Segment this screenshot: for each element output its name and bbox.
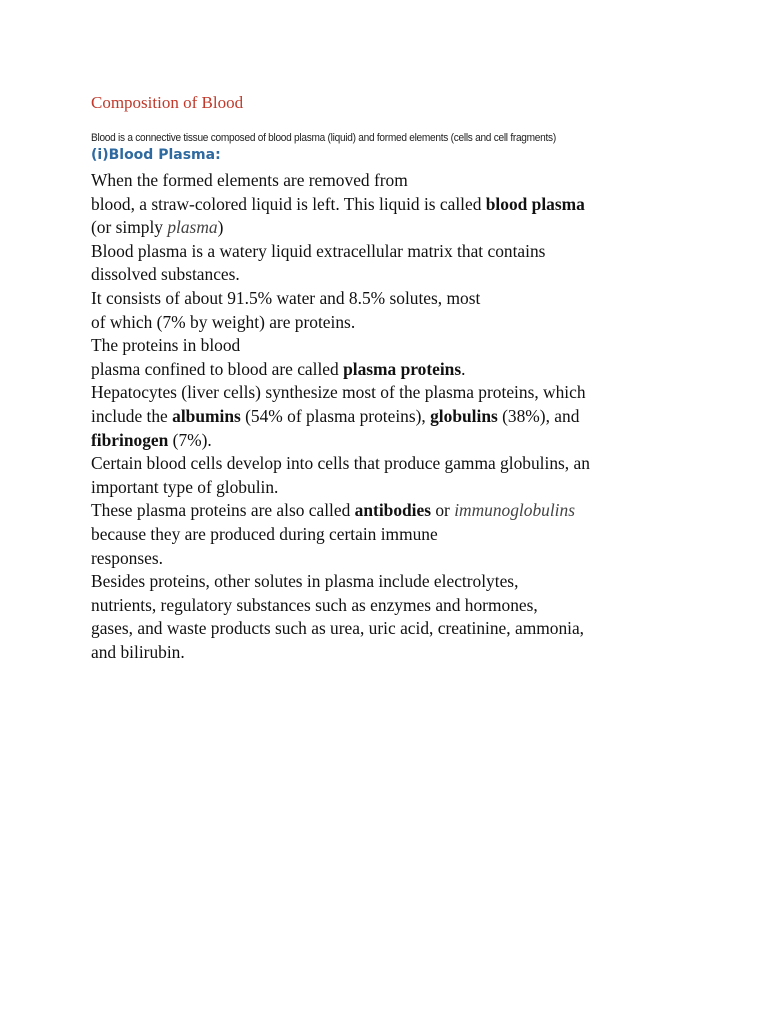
text-segment: dissolved substances.	[91, 264, 240, 285]
text-segment: responses.	[91, 547, 163, 568]
text-line	[91, 240, 751, 264]
text-line	[91, 429, 751, 453]
text-segment: (54% of plasma proteins),	[240, 405, 431, 426]
text-segment: and bilirubin.	[91, 641, 185, 662]
text-line	[91, 381, 751, 405]
document-title: Composition of Blood	[91, 93, 244, 112]
text-line	[91, 570, 751, 594]
bold-term: antibodies	[354, 500, 432, 521]
text-segment: When the formed elements are removed from	[91, 170, 408, 190]
text-line	[91, 547, 751, 571]
text-segment: The proteins in blood	[91, 335, 241, 356]
text-segment: It consists of about 91.5% water and 8.5% solutes, most	[91, 287, 481, 308]
text-segment: Besides proteins, other solutes in plasma include electrolytes,	[91, 571, 519, 592]
text-segment: Blood plasma is a watery liquid extracellular matrix that contains	[91, 240, 546, 261]
bold-term: blood plasma	[485, 193, 585, 214]
text-segment: include the	[91, 405, 173, 426]
text-segment: plasma confined to blood are called	[91, 358, 344, 379]
text-line	[91, 263, 751, 287]
intro-paragraph: Blood is a connective tissue composed of blood plasma (liquid) and formed elements (cells and cell fragments)	[91, 132, 556, 144]
text-segment: of which (7% by weight) are proteins.	[91, 311, 356, 332]
text-segment: (or simply	[91, 217, 168, 238]
text-segment: nutrients, regulatory substances such as enzymes and hormones,	[91, 594, 538, 615]
text-line	[91, 523, 751, 547]
text-segment: (7%).	[168, 429, 212, 450]
text-segment: or	[431, 500, 455, 521]
italic-term: immunoglobulins	[454, 500, 575, 521]
section-heading-blood-plasma: (i)Blood Plasma:	[91, 147, 221, 163]
text-segment: (38%), and	[497, 405, 580, 426]
text-line	[91, 193, 751, 217]
text-segment: blood, a straw-colored liquid is left. This liquid is called	[91, 193, 486, 214]
text-line	[91, 617, 751, 641]
text-line	[91, 216, 751, 240]
text-segment: .	[461, 358, 466, 379]
text-segment: )	[217, 217, 224, 238]
text-line	[91, 641, 751, 665]
text-line	[91, 287, 751, 311]
text-line	[91, 169, 751, 193]
bold-term: albumins	[172, 405, 241, 426]
text-line	[91, 499, 751, 523]
text-segment: gases, and waste products such as urea, uric acid, creatinine, ammonia,	[91, 618, 585, 639]
text-line	[91, 358, 751, 382]
text-segment: Certain blood cells develop into cells that produce gamma globulins, an	[91, 453, 590, 474]
text-line	[91, 334, 751, 358]
text-line	[91, 452, 751, 476]
bold-term: fibrinogen	[91, 429, 169, 450]
text-segment: important type of globulin.	[91, 476, 279, 497]
bold-term: plasma proteins	[343, 358, 462, 379]
text-line	[91, 594, 751, 618]
text-line	[91, 311, 751, 335]
text-segment: Hepatocytes (liver cells) synthesize most of the plasma proteins, which	[91, 382, 586, 403]
text-line	[91, 405, 751, 429]
italic-term: plasma	[167, 217, 218, 238]
body-paragraph	[91, 169, 751, 664]
text-line	[91, 476, 751, 500]
text-segment: because they are produced during certain immune	[91, 523, 438, 544]
text-segment: These plasma proteins are also called	[91, 500, 355, 521]
bold-term: globulins	[430, 405, 498, 426]
